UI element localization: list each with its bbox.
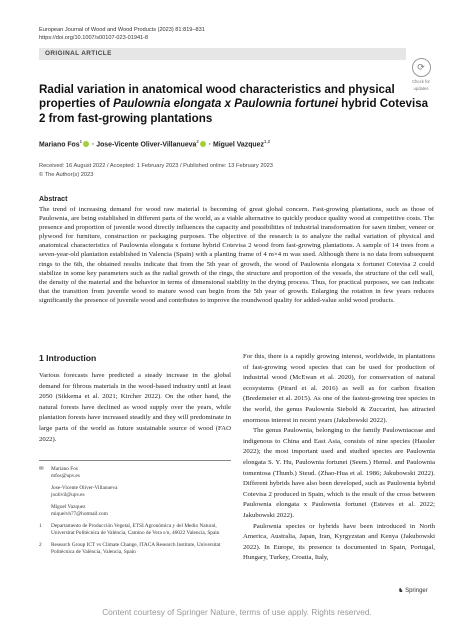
contact-block: [39, 466, 231, 480]
author-separator: ·: [90, 141, 97, 149]
contact-block: [39, 485, 231, 499]
title-part-c: hybrid Cotevisa 2 from fast-growing plantations: [39, 97, 429, 125]
journal-citation: European Journal of Wood and Wood Products (2023) 81:819–831: [39, 27, 205, 33]
title-part-b: Paulownia elongata x Paulownia fortunei: [113, 97, 338, 111]
publication-dates: [39, 162, 273, 179]
contact-name: Mariano Fos: [51, 466, 78, 472]
author-list: [39, 139, 439, 148]
copyright-watermark: Content courtesy of Springer Nature, terms of use apply. Rights reserved.: [102, 607, 372, 617]
history-dates: Received: 16 August 2022 / Accepted: 1 February 2023 / Published online: 13 February 2023: [39, 163, 273, 169]
contact-name: Jose-Vicente Oliver-Villanueva: [51, 485, 118, 491]
orcid-icon[interactable]: [200, 141, 206, 147]
affiliation-number: 2: [39, 542, 42, 548]
author-affiliation-sup: 2: [196, 139, 199, 144]
check-updates-line1: Check for: [412, 79, 430, 84]
author-footnotes: [39, 460, 231, 561]
contact-block: [39, 504, 231, 518]
refresh-icon: ⟳: [412, 58, 431, 77]
affiliation: [39, 523, 231, 537]
doi-link[interactable]: https://doi.org/10.1007/s00107-023-01941-8: [39, 35, 149, 41]
intro-paragraph: The genus Paulownia, belonging to the family Paulowniaceae and indigenous to China and East Asia, consists of nine species (Hassler 2022); the most important used and studied species are Paulownia elongata S. Y. Hu, Paulownia fortunei (Seem.) Hemsl. and Paulownia tomentosa (Thunb.) Steud. (Zhao-Hua et al. 1986; Jakubowski 2022). Different hybrids have also been developed, such as Paulownia hybrid Cotevisa 2 produced in Spain, which is the result of the cross between Paulownia elongata x Paulownia fortunei (Esteves et al. 2022; Jakubowski 2022).: [243, 427, 435, 519]
abstract-heading: Abstract: [39, 196, 68, 203]
title-part-a: Radial variation in anatomical wood characteristics and physical properties of: [39, 83, 395, 111]
orcid-icon[interactable]: [83, 141, 89, 147]
mail-icon: ✉: [39, 466, 44, 472]
author-affiliation-sup: 1: [79, 139, 83, 144]
author-affiliation-sup: 1,2: [263, 139, 271, 144]
affiliation-number: 1: [39, 523, 42, 529]
publisher-name: Springer: [405, 588, 428, 594]
intro-right-column: [243, 352, 435, 564]
author-name[interactable]: Mariano Fos: [39, 141, 80, 149]
contact-email[interactable]: miquelvh77@hotmail.com: [51, 511, 108, 517]
springer-horse-icon: ♞: [398, 588, 404, 594]
section-heading-introduction: 1 Introduction: [39, 353, 97, 363]
abstract-text: The trend of increasing demand for wood raw material is becoming of great global concern. Fast-growing plantations, such as those of Paulownia, are being established in different parts of the world, as a viable alternative to quickly produce quality wood at competitive costs. The presence and proportion of juvenile wood directly influences the capacity and possibilities of industrial transformation for sawn timber, veneer or plywood for furniture, construction or packaging purposes. The objective of the research is to analyze the radial variation of physical and anatomical characteristics of Paulownia elongata x fortune hybrid Cotevisa 2 wood from fast-growing plantations. A sample of 14 trees from a seven-year-old plantation established in Valencia (Spain) with a planting frame of 4 m×4 m was used. Although there is no data from subsequent rings to the 6th, the obtained results indicate that from the 5th year of growth, the wood of Paulownia elongata x fortunei Cotevisa 2 could stabilize in some key parameters such as the radial growth of the rings, the structure and proportion of the vessels, the structure of the cell wall, the density of the material and the behavior in terms of dimensional stability in the drying process. Thus, for practical purposes, we can indicate that the transition from juvenile wood to mature wood can begin from the 5th year of growth. Enlarging the rotation in few years reduces significantly the presence of juvenile wood and contributes to improve the roundwood quality for added-value solid wood products.: [39, 206, 434, 304]
paper-title: [39, 83, 434, 126]
affiliation: [39, 542, 231, 556]
check-updates-line2: updates: [413, 86, 429, 91]
publisher-logo: [398, 587, 428, 594]
article-type: ORIGINAL ARTICLE: [45, 50, 112, 57]
author-name[interactable]: Miguel Vazquez: [212, 141, 264, 149]
author-separator: ·: [206, 141, 213, 149]
affiliation-text: Research Group ICT vs Climate Change, ITACA Research Institute, Universitat Politècnica de València, Valencia, Spain: [51, 542, 221, 555]
journal-info: [39, 26, 205, 42]
contact-email[interactable]: joolivil@upv.es: [51, 492, 85, 498]
copyright: © The Author(s) 2023: [39, 171, 94, 178]
contact-name: Miguel Vazquez: [51, 504, 86, 510]
contact-email[interactable]: mfos@upv.es: [51, 473, 80, 479]
intro-paragraph: Paulownia species or hybrids have been introduced in North America, Australia, Japan, Iran, Kyrgyzstan and Kenya (Jakubowski 2022). In Europe, its presence is documented in Spain, Portugal, Hungary, Turkey, Croatia, Italy,: [243, 522, 435, 562]
intro-paragraph: For this, there is a rapidly growing interest, worldwide, in plantations of fast-growing wood species that can be used for production of industrial wood (McEwan et al. 2020), for conservation of natural ecosystems (Pirard et al. 2016) as well as for carbon fixation (Bredemeier et al. 2015). As one of the fastest-growing tree species in the world, the genus Paulownia Siebold & Zuccarini, has attracted enormous interest in recent years (Jakubowski 2022).: [243, 353, 435, 424]
affiliation-text: Departamento de Producción Vegetal, ETSI Agronómica y del Medio Natural, Universitat Politècnica de València, Camino de Vera s/n, 46022 Valencia, Spain: [51, 523, 220, 536]
intro-left-column: Various forecasts have predicted a steady increase in the global demand for fibrous materials in the wood-based industry until at least 2050 (Sikkema et al. 2021; Kircher 2022). On the other hand, the natural forests have declined as wood supply over the years, while plantation forests have increased steadily and they will predominate in large parts of the world as future sustainable source of wood (FAO 2022).: [39, 372, 231, 443]
author-name[interactable]: Jose-Vicente Oliver-Villanueva: [96, 141, 197, 149]
